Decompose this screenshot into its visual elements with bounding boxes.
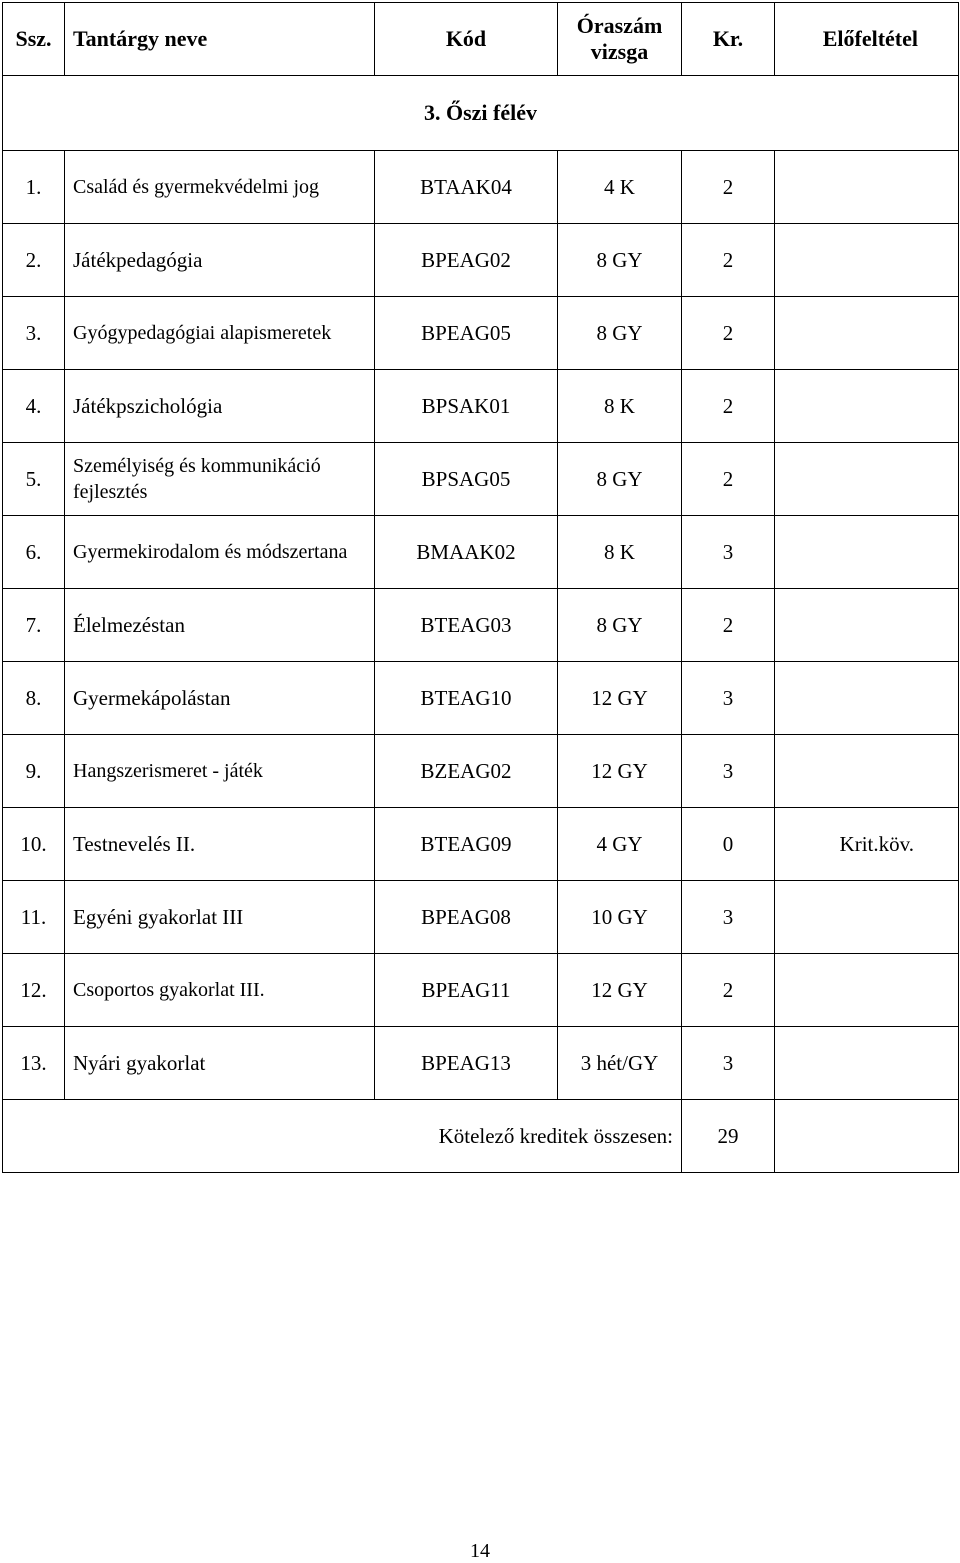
row-number: 4. (3, 370, 65, 443)
subject-prerequisite (775, 224, 959, 297)
subject-name: Gyógypedagógiai alapismeretek (65, 297, 375, 370)
header-hours (558, 3, 682, 76)
header-code: Kód (375, 3, 558, 76)
header-row (3, 3, 959, 76)
table-row (3, 808, 959, 881)
header-credits: Kr. (682, 3, 775, 76)
subject-name: Élelmezéstan (65, 589, 375, 662)
curriculum-table (2, 2, 959, 1173)
header-subject-name: Tantárgy neve (65, 3, 375, 76)
subject-prerequisite (775, 151, 959, 224)
subject-credits: 2 (682, 589, 775, 662)
subject-credits: 3 (682, 735, 775, 808)
subject-prerequisite (775, 881, 959, 954)
subject-name: Személyiség és kommunikáció fejlesztés (65, 443, 375, 516)
subject-prerequisite (775, 954, 959, 1027)
subject-hours: 12 GY (558, 735, 682, 808)
subject-prerequisite (775, 370, 959, 443)
subject-name: Gyermekirodalom és módszertana (65, 516, 375, 589)
row-number: 8. (3, 662, 65, 735)
total-credits-label: Kötelező kreditek összesen: (3, 1100, 682, 1173)
total-empty-cell (775, 1100, 959, 1173)
subject-credits: 2 (682, 954, 775, 1027)
subject-code: BPSAG05 (375, 443, 558, 516)
row-number: 1. (3, 151, 65, 224)
table-row (3, 151, 959, 224)
subject-name: Játékpszichológia (65, 370, 375, 443)
subject-code: BZEAG02 (375, 735, 558, 808)
subject-hours: 10 GY (558, 881, 682, 954)
subject-name: Gyermekápolástan (65, 662, 375, 735)
subject-prerequisite (775, 443, 959, 516)
row-number: 9. (3, 735, 65, 808)
subject-prerequisite (775, 1027, 959, 1100)
subject-hours: 12 GY (558, 954, 682, 1027)
subject-credits: 3 (682, 1027, 775, 1100)
subject-hours: 8 GY (558, 589, 682, 662)
subject-code: BPEAG05 (375, 297, 558, 370)
subject-hours: 12 GY (558, 662, 682, 735)
table-row (3, 516, 959, 589)
subject-prerequisite (775, 662, 959, 735)
table-row (3, 297, 959, 370)
subject-prerequisite (775, 589, 959, 662)
semester-title: 3. Őszi félév (423, 100, 538, 125)
subject-code: BPEAG13 (375, 1027, 558, 1100)
subject-credits: 3 (682, 662, 775, 735)
subject-code: BPEAG11 (375, 954, 558, 1027)
subject-code: BTAAK04 (375, 151, 558, 224)
subject-name: Család és gyermekvédelmi jog (65, 151, 375, 224)
subject-hours: 3 hét/GY (558, 1027, 682, 1100)
subject-name: Csoportos gyakorlat III. (65, 954, 375, 1027)
row-number: 2. (3, 224, 65, 297)
row-number: 7. (3, 589, 65, 662)
table-row (3, 881, 959, 954)
subject-hours: 4 K (558, 151, 682, 224)
table-row (3, 443, 959, 516)
page-number: 14 (470, 1540, 490, 1562)
row-number: 5. (3, 443, 65, 516)
subject-credits: 2 (682, 224, 775, 297)
row-number: 6. (3, 516, 65, 589)
row-number: 13. (3, 1027, 65, 1100)
subject-code: BTEAG03 (375, 589, 558, 662)
subject-code: BMAAK02 (375, 516, 558, 589)
subject-name: Hangszerismeret - játék (65, 735, 375, 808)
subject-hours: 8 GY (558, 443, 682, 516)
header-ssz: Ssz. (3, 3, 65, 76)
header-prerequisite: Előfeltétel (775, 3, 959, 76)
subject-hours: 8 K (558, 516, 682, 589)
subject-hours: 8 K (558, 370, 682, 443)
table-row (3, 224, 959, 297)
subject-credits: 0 (682, 808, 775, 881)
subject-hours: 8 GY (558, 297, 682, 370)
table-row (3, 954, 959, 1027)
semester-title-cell (3, 76, 959, 151)
subject-credits: 2 (682, 297, 775, 370)
subject-code: BTEAG10 (375, 662, 558, 735)
subject-credits: 3 (682, 516, 775, 589)
table-row (3, 735, 959, 808)
subject-code: BPEAG08 (375, 881, 558, 954)
row-number: 12. (3, 954, 65, 1027)
subject-prerequisite (775, 516, 959, 589)
subject-hours: 8 GY (558, 224, 682, 297)
row-number: 10. (3, 808, 65, 881)
subject-prerequisite: Krit.köv. (775, 808, 959, 881)
subject-prerequisite (775, 297, 959, 370)
subject-name: Testnevelés II. (65, 808, 375, 881)
header-hours-line1: Óraszám (576, 13, 663, 38)
subject-prerequisite (775, 735, 959, 808)
subject-hours: 4 GY (558, 808, 682, 881)
subject-credits: 3 (682, 881, 775, 954)
total-row (3, 1100, 959, 1173)
table-row (3, 589, 959, 662)
table-row (3, 370, 959, 443)
table-row (3, 662, 959, 735)
subject-name: Egyéni gyakorlat III (65, 881, 375, 954)
subject-name: Játékpedagógia (65, 224, 375, 297)
table-row (3, 1027, 959, 1100)
total-credits-value: 29 (682, 1100, 775, 1173)
subject-code: BPSAK01 (375, 370, 558, 443)
row-number: 11. (3, 881, 65, 954)
subject-credits: 2 (682, 151, 775, 224)
subject-code: BTEAG09 (375, 808, 558, 881)
subject-credits: 2 (682, 443, 775, 516)
subject-name: Nyári gyakorlat (65, 1027, 375, 1100)
subject-credits: 2 (682, 370, 775, 443)
row-number: 3. (3, 297, 65, 370)
header-hours-line2: vizsga (590, 39, 649, 64)
subject-code: BPEAG02 (375, 224, 558, 297)
